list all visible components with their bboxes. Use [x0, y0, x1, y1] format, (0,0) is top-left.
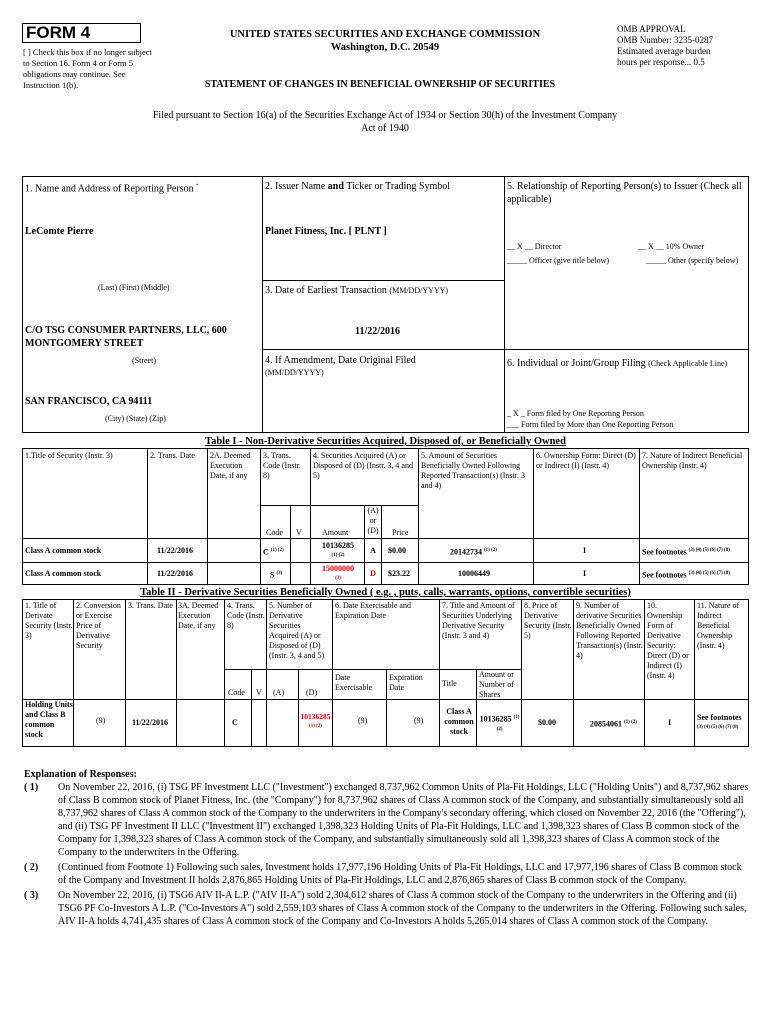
t2-vline — [298, 669, 299, 747]
t1-vline — [639, 448, 640, 585]
t1-r1-form: I — [583, 546, 587, 555]
t1-h-price: Price — [392, 528, 409, 537]
t1-r1-aord: A — [370, 546, 376, 555]
footnote-1 — [24, 781, 749, 859]
t1-h-v: V — [296, 528, 302, 537]
t2-r1-exp: (9) — [414, 716, 424, 725]
t1-vline — [364, 505, 365, 585]
officer-check[interactable]: _____ Officer (give title below) — [507, 256, 610, 265]
t1-vline — [310, 448, 311, 585]
explanation-title: Explanation of Responses: — [24, 769, 137, 780]
t1-hline — [260, 505, 418, 506]
t2-r1-date: 11/22/2016 — [132, 718, 169, 727]
t2-h-v: V — [256, 688, 262, 697]
footnote-3 — [24, 889, 749, 928]
t2-h1: 1. Title of Derivate Security (Instr. 3) — [25, 601, 73, 640]
t2-h2: 2. Conversion or Exercise Price of Derivative Security — [76, 601, 121, 650]
omb-approval — [617, 24, 757, 68]
checkbox-note[interactable]: [ ] Check this box if no longer subject to Section 16. Form 4 or Form 5 obligations may continue. See Instruction 1(b). — [23, 47, 152, 90]
t2-r1-conv: (9) — [96, 716, 106, 725]
t1-vline — [260, 448, 261, 585]
t2-h-exp: Expiration Date — [389, 673, 423, 692]
t2-h3a: 3A. Deemed Execution Date, if any — [178, 601, 219, 630]
box6-label: 6. Individual or Joint/Group Filing (Check Applicable Line) — [507, 358, 728, 369]
t1-r2-amount: 15000000 (3) — [322, 564, 354, 581]
t2-vline — [644, 599, 645, 747]
t2-vline — [251, 669, 252, 747]
box4-label: 4. If Amendment, Date Original Filed — [265, 355, 416, 366]
t1-r2-title: Class A common stock — [25, 569, 102, 578]
t2-h3: 3. Trans. Date — [128, 601, 173, 610]
t1-r2-form: I — [583, 569, 587, 578]
box3-label: 3. Date of Earliest Transaction (MM/DD/YYYY) — [265, 285, 449, 296]
t1-h6: 6. Ownership Form: Direct (D) or Indirect (I) (Instr. 4) — [536, 451, 636, 470]
t1-hline — [22, 538, 749, 539]
t1-vline — [418, 448, 419, 585]
t1-r2-owned: 10006449 — [458, 569, 490, 578]
t1-vline — [207, 448, 208, 585]
t1-h-amount: Amount — [322, 528, 349, 537]
t2-hline — [224, 669, 521, 670]
t1-r1-date: 11/22/2016 — [157, 546, 194, 555]
t2-r1-under-amt: 10136285 $^{(1) (2)}$ — [479, 714, 520, 732]
t2-h-a: (A) — [273, 688, 285, 697]
omb-line: OMB APPROVAL — [617, 24, 686, 34]
footnote-number: ( 2) — [24, 862, 39, 873]
t1-r1-price: $0.00 — [388, 546, 406, 555]
t1-h-code: Code — [266, 528, 283, 537]
t2-h-title: Title — [442, 679, 457, 688]
t2-vline — [73, 599, 74, 747]
street-caption: (Street) — [132, 356, 156, 365]
t2-h-code: Code — [228, 688, 245, 697]
t2-h-amt: Amount or Number of Shares — [479, 670, 514, 699]
t2-r1-form: I — [668, 718, 672, 727]
t1-r2-price: $23.22 — [388, 569, 410, 578]
filing-one-person[interactable]: _ X _ Form filed by One Reporting Person — [507, 409, 644, 418]
agency-location: Washington, D.C. 20549 — [330, 42, 440, 53]
explanation-section — [24, 768, 749, 930]
issuer-name: Planet Fitness, Inc. [ PLNT ] — [265, 226, 387, 237]
t1-vline — [147, 448, 148, 585]
box2-label: 2. Issuer Name and Ticker or Trading Symbol — [265, 181, 451, 192]
footnote-text: On November 22, 2016, (i) TSG6 AIV II-A L.P. ("AIV II-A") sold 2,304,612 shares of Class A common stock of the Company to the underwriters in the Offering and (ii) TSG6 PF Co-Investors A L.P. ("Co-Investors A") sold 2,559,103 shares of Class A common stock of the Company to the underwriters in the Offering. Following such sales, AIV II-A holds 4,741,435 shares of Class A common stock of the Company and Co-Investors A holds 5,265,014 shares of Class A common stock of the Company. — [58, 890, 747, 927]
filing-multiple-persons[interactable]: ___ Form filed by More than One Reporting Person — [507, 420, 674, 429]
t2-r1-nature: See footnotes (3) (4) (5) (6) (7) (8) — [697, 713, 742, 730]
director-check[interactable]: __ X __ Director — [507, 242, 562, 251]
t1-h5: 5. Amount of Securities Beneficially Owned Following Reported Transaction(s) (Instr. 3 and 4) — [421, 451, 525, 490]
t1-r1-owned: 20142734 $^{(1) (2)}$ — [450, 547, 497, 557]
t2-vline — [521, 599, 522, 747]
t1-h3: 3. Trans. Code (Instr. 8) — [263, 451, 301, 480]
reporting-city: SAN FRANCISCO, CA 94111 — [25, 396, 153, 407]
t1-h7: 7. Nature of Indirect Beneficial Ownership (Instr. 4) — [642, 451, 743, 470]
t2-vline — [224, 599, 225, 747]
footnote-text: On November 22, 2016, (i) TSG PF Investment LLC ("Investment") exchanged 8,737,962 Common Units of Pla-Fit Holdings, LLC ("Holding Units") and 8,737,962 shares of Class B common stock of Planet Fitness, Inc. (the "Company") for 8,737,962 shares of Class A common stock of the Company, and substantially simultaneously sold all 8,737,962 shares of Class A common stock of the Company to the underwriters in the Company's secondary offering, which closed on November 22, 2016 (the "Offering"), and (ii) TSG PF Investment II LLC ("Investment II") exchanged 1,398,323 Holding Units of Pla-Fit Holdings, LLC and 1,398,323 shares of Class B common stock of the Company for 1,398,323 shares of Class A common stock of the Company, and substantially simultaneously sold all 1,398,323 shares of Class A common stock of the Company to the underwriters in the Offering. — [58, 782, 749, 858]
t2-vline — [694, 599, 695, 747]
t2-h6: 6. Date Exercisable and Expiration Date — [335, 601, 411, 620]
t1-r1-title: Class A common stock — [25, 546, 102, 555]
t2-r1-d: 10136285 (1) (2) — [300, 712, 331, 729]
box5-label: 5. Relationship of Reporting Person(s) to Issuer (Check all applicable) — [507, 181, 742, 205]
agency-heading — [180, 28, 590, 54]
t2-h5: 5. Number of Derivative Securities Acquired (A) or Disposed of (D) (Instr. 3, 4 and 5) — [269, 601, 325, 660]
table2-caption: Table II - Derivative Securities Beneficially Owned ( e.g. , puts, calls, warrants, options, convertible securities) — [140, 587, 631, 598]
t2-vline — [125, 599, 126, 747]
filed-pursuant: Filed pursuant to Section 16(a) of the Securities Exchange Act of 1934 or Section 30(h) of the Investment Company Act of 1940 — [152, 110, 618, 134]
t1-vline — [533, 448, 534, 585]
t2-vline — [176, 599, 177, 747]
t1-r1-code: C $^{(1) (2)}$ — [263, 547, 284, 557]
name-caption: (Last) (First) (Middle) — [98, 283, 170, 292]
t1-h1: 1.Title of Security (Instr. 3) — [25, 451, 113, 460]
omb-line: hours per response... 0.5 — [617, 57, 705, 67]
t2-vline — [573, 599, 574, 747]
t1-vline — [381, 505, 382, 585]
t2-r1-under-title: Class A common stock — [444, 707, 474, 736]
t1-r2-date: 11/22/2016 — [157, 569, 194, 578]
t1-vline — [290, 505, 291, 585]
t2-h11: 11. Nature of Indirect Beneficial Ownership (Instr. 4) — [697, 601, 740, 650]
t1-h2a: 2A. Deemed Execution Date, if any — [210, 451, 251, 480]
t1-h4: 4. Securities Acquired (A) or Disposed of (D) (Instr. 3, 4 and 5) — [313, 451, 413, 480]
other-check[interactable]: _____ Other (specify below) — [646, 256, 739, 265]
t2-h8: 8. Price of Derivative Security (Instr. 5) — [524, 601, 572, 640]
t1-r2-aord: D — [370, 569, 376, 578]
omb-line: OMB Number: 3235-0287 — [617, 35, 713, 45]
box1-label: 1. Name and Address of Reporting Person * — [25, 183, 199, 195]
ten-pct-owner-check[interactable]: __ X __ 10% Owner — [638, 242, 705, 251]
t1-h2: 2. Trans. Date — [150, 451, 195, 460]
city-caption: (City) (State) (Zip) — [105, 414, 166, 423]
statement-title: STATEMENT OF CHANGES IN BENEFICIAL OWNERSHIP OF SECURITIES — [204, 79, 556, 90]
t2-r1-date-ex: (9) — [358, 716, 368, 725]
t2-h9: 9. Number of derivative Securities Beneficially Owned Following Reported Transaction(s) (Instr. 4) — [576, 601, 643, 660]
form-title: FORM 4 — [22, 23, 141, 43]
t2-hline — [22, 699, 749, 700]
reporting-person-name: LeComte Pierre — [25, 226, 94, 237]
footnote-number: ( 3) — [24, 890, 39, 901]
t1-r1-nature: See footnotes $^{(3) (4) (5) (6) (7) (8)}$ — [642, 547, 730, 557]
earliest-date: 11/22/2016 — [355, 326, 401, 337]
t2-h-date-ex: Date Exercisable — [335, 673, 373, 692]
t2-vline — [476, 669, 477, 747]
t2-r1-price: $0.00 — [538, 718, 556, 727]
t2-h-d: (D) — [306, 688, 318, 697]
footnote-text: (Continued from Footnote 1) Following such sales, Investment holds 17,977,196 Holding Units of Pla-Fit Holdings, LLC and 17,977,196 shares of Class B common stock of the Company and Investment II holds 2,876,865 Holding Units of Pla-Fit Holdings, LLC and 2,876,865 shares of Class B common stock of the Company. — [58, 862, 742, 886]
footnote-number: ( 1) — [24, 782, 39, 793]
reporting-address: C/O TSG CONSUMER PARTNERS, LLC, 600 MONTGOMERY STREET — [25, 325, 227, 349]
t2-r1-owned: 20854061 $^{(1) (2)}$ — [590, 719, 637, 729]
t1-r1-amount: 10136285 (1) (2) — [322, 541, 354, 558]
t1-h-aord: (A) or (D) — [367, 506, 379, 535]
omb-line: Estimated average burden — [617, 46, 711, 56]
t2-vline — [439, 599, 440, 747]
table1-caption: Table I - Non-Derivative Securities Acquired, Disposed of, or Beneficially Owned — [205, 436, 566, 447]
t1-r2-code: S $^{(3)}$ — [270, 570, 283, 580]
agency-name: UNITED STATES SECURITIES AND EXCHANGE COMMISSION — [229, 29, 541, 40]
t2-r1-code: C — [232, 718, 238, 727]
t2-vline — [266, 599, 267, 747]
t1-r2-nature: See footnotes $^{(3) (4) (5) (6) (7) (8)}$ — [642, 570, 730, 580]
t2-h10: 10. Ownership Form of Derivative Security: Direct (D) or Indirect (I) (Instr. 4) — [647, 601, 689, 680]
footnote-2 — [24, 861, 749, 887]
t2-h7: 7. Title and Amount of Securities Underlying Derivative Security (Instr. 3 and 4) — [442, 601, 515, 640]
t2-vline — [386, 669, 387, 747]
t2-vline — [332, 599, 333, 747]
t1-hline — [22, 562, 749, 563]
t2-r1-title: Holding Units and Class B common stock — [25, 700, 73, 739]
t2-h4: 4. Trans. Code (Instr. 8) — [227, 601, 265, 630]
box4-format: (MM/DD/YYYY) — [265, 368, 324, 377]
